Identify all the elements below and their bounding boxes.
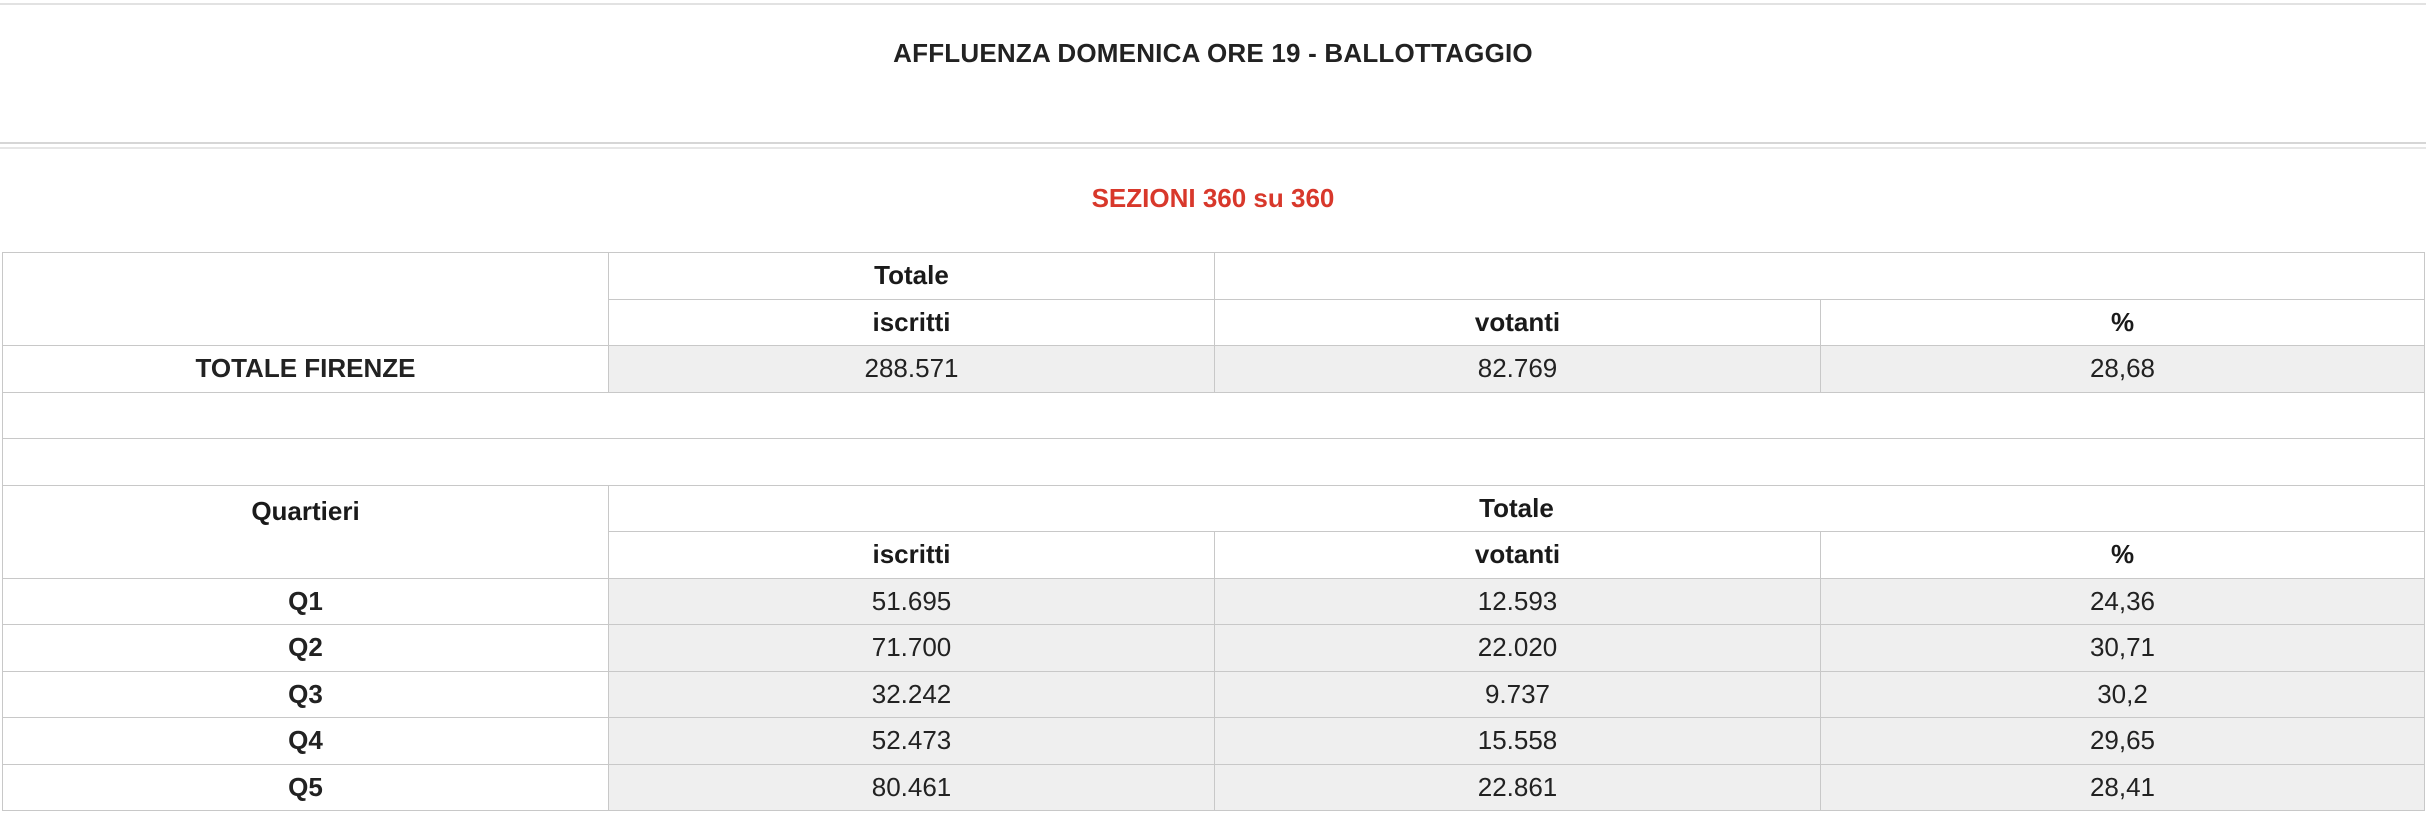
quartiere-iscritti: 52.473 bbox=[609, 718, 1215, 765]
spacer-row bbox=[3, 439, 2425, 486]
table-row bbox=[3, 718, 2425, 765]
table-row bbox=[3, 671, 2425, 718]
quartiere-label: Q1 bbox=[3, 578, 609, 625]
quartiere-label: Q3 bbox=[3, 671, 609, 718]
quartiere-iscritti: 51.695 bbox=[609, 578, 1215, 625]
quartiere-iscritti: 32.242 bbox=[609, 671, 1215, 718]
quartiere-pct: 30,2 bbox=[1821, 671, 2425, 718]
quartieri-label-header: Quartieri bbox=[3, 485, 609, 578]
page-title: AFFLUENZA DOMENICA ORE 19 - BALLOTTAGGIO bbox=[893, 38, 1533, 68]
total-votanti: 82.769 bbox=[1215, 346, 1821, 393]
quartiere-votanti: 22.861 bbox=[1215, 764, 1821, 811]
quartiere-label: Q4 bbox=[3, 718, 609, 765]
quartieri-header-row bbox=[3, 485, 2425, 532]
sections-count: SEZIONI 360 su 360 bbox=[1091, 183, 1335, 213]
spacer-cell bbox=[3, 439, 2425, 486]
quartieri-col-votanti: votanti bbox=[1215, 532, 1821, 579]
quartiere-label: Q2 bbox=[3, 625, 609, 672]
quartiere-pct: 24,36 bbox=[1821, 578, 2425, 625]
quartiere-votanti: 15.558 bbox=[1215, 718, 1821, 765]
table-row bbox=[3, 625, 2425, 672]
total-firenze-label: TOTALE FIRENZE bbox=[3, 346, 609, 393]
spacer-row bbox=[3, 392, 2425, 439]
table-row bbox=[3, 578, 2425, 625]
summary-col-iscritti: iscritti bbox=[609, 299, 1215, 346]
summary-col-pct: % bbox=[1821, 299, 2425, 346]
table-row bbox=[3, 764, 2425, 811]
summary-corner-cell bbox=[3, 253, 609, 346]
quartieri-col-pct: % bbox=[1821, 532, 2425, 579]
quartiere-label: Q5 bbox=[3, 764, 609, 811]
quartiere-pct: 29,65 bbox=[1821, 718, 2425, 765]
spacer-cell bbox=[3, 392, 2425, 439]
title-divider bbox=[0, 142, 2426, 149]
summary-col-votanti: votanti bbox=[1215, 299, 1821, 346]
total-iscritti: 288.571 bbox=[609, 346, 1215, 393]
quartiere-votanti: 12.593 bbox=[1215, 578, 1821, 625]
summary-header-row bbox=[3, 253, 2425, 300]
quartieri-col-iscritti: iscritti bbox=[609, 532, 1215, 579]
quartiere-pct: 28,41 bbox=[1821, 764, 2425, 811]
quartiere-iscritti: 80.461 bbox=[609, 764, 1215, 811]
summary-group-header: Totale bbox=[609, 253, 1215, 300]
quartiere-votanti: 22.020 bbox=[1215, 625, 1821, 672]
quartiere-pct: 30,71 bbox=[1821, 625, 2425, 672]
summary-total-row bbox=[3, 346, 2425, 393]
turnout-table bbox=[2, 252, 2425, 811]
top-divider bbox=[0, 3, 2426, 5]
quartiere-iscritti: 71.700 bbox=[609, 625, 1215, 672]
quartieri-group-header: Totale bbox=[609, 485, 2425, 532]
summary-header-empty bbox=[1215, 253, 2425, 300]
quartiere-votanti: 9.737 bbox=[1215, 671, 1821, 718]
total-pct: 28,68 bbox=[1821, 346, 2425, 393]
